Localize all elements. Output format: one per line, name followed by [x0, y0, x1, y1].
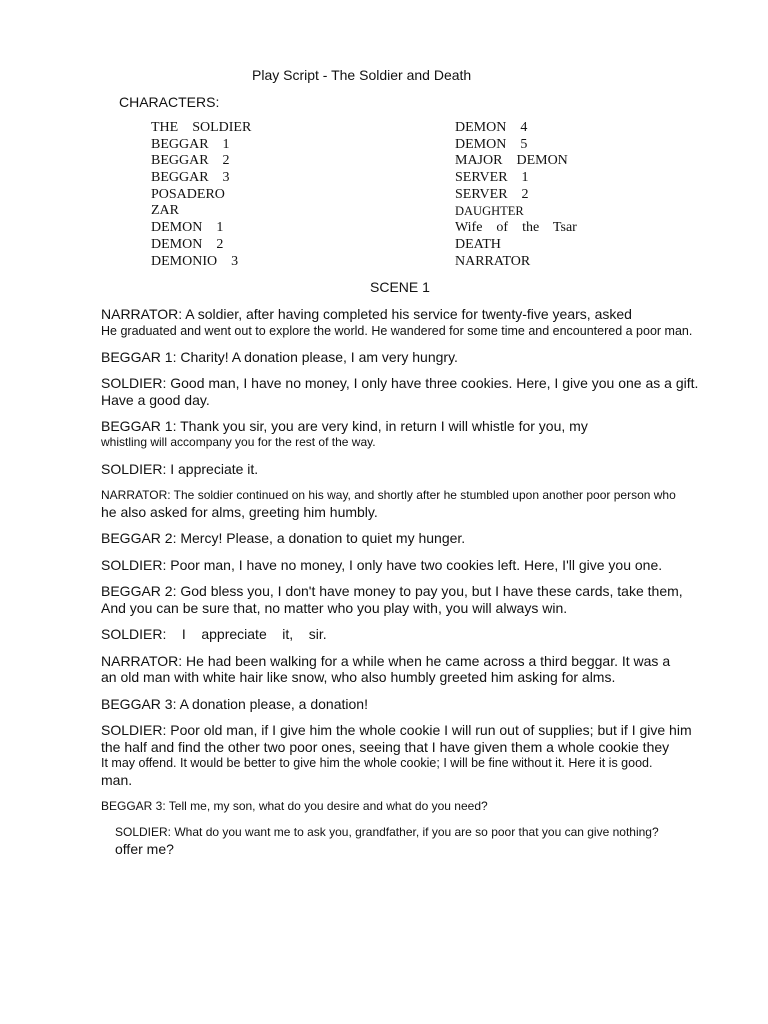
cast-item: POSADERO: [151, 186, 225, 202]
script-line: an old man with white hair like snow, who also humbly greeted him asking for alms.: [101, 669, 616, 685]
cast-list-left: [151, 120, 251, 270]
scene-heading: SCENE 1: [370, 279, 430, 295]
script-line: BEGGAR 1: Charity! A donation please, I am very hungry.: [101, 349, 458, 365]
script-line: whistling will accompany you for the rest of the way.: [101, 435, 376, 449]
script-line: BEGGAR 1: Thank you sir, you are very kind, in return I will whistle for you, my: [101, 418, 588, 434]
cast-item: BEGGAR 1: [151, 136, 230, 152]
cast-item: ZAR: [151, 203, 179, 219]
script-line: SOLDIER: I appreciate it.: [101, 461, 259, 477]
script-line: BEGGAR 3: A donation please, a donation!: [101, 696, 368, 712]
script-line: SOLDIER: Poor old man, if I give him the whole cookie I will run out of supplies; but if I give him: [101, 722, 692, 738]
script-line: BEGGAR 3: Tell me, my son, what do you desire and what do you need?: [101, 799, 488, 813]
page-title: Play Script - The Soldier and Death: [252, 67, 472, 83]
cast-item: BEGGAR 3: [151, 170, 230, 186]
script-line: SOLDIER: Poor man, I have no money, I only have two cookies left. Here, I'll give you one.: [101, 557, 663, 573]
script-line: man.: [101, 772, 133, 788]
cast-item: DEMONIO 3: [151, 253, 239, 269]
cast-item: DEMON 5: [455, 136, 528, 152]
script-line: the half and find the other two poor ones, seeing that I have given them a whole cookie they: [101, 739, 670, 755]
script-line: Have a good day.: [101, 392, 210, 408]
cast-item: Wife of the Tsar: [455, 220, 577, 236]
characters-heading: CHARACTERS:: [119, 94, 220, 110]
script-line: And you can be sure that, no matter who you play with, you will always win.: [101, 600, 568, 616]
cast-item: BEGGAR 2: [151, 153, 230, 169]
script-line: SOLDIER: Good man, I have no money, I only have three cookies. Here, I give you one as a gift.: [101, 375, 699, 391]
script-line: SOLDIER: What do you want me to ask you, grandfather, if you are so poor that you can give nothing?: [115, 825, 659, 839]
cast-item: DEATH: [455, 236, 501, 252]
cast-item: SERVER 2: [455, 186, 529, 202]
cast-item: MAJOR DEMON: [455, 153, 568, 169]
script-line: It may offend. It would be better to give him the whole cookie; I will be fine without it. Here it is good.: [101, 756, 653, 770]
script-line: NARRATOR: He had been walking for a while when he came across a third beggar. It was a: [101, 653, 671, 669]
cast-item: THE SOLDIER: [151, 120, 252, 135]
script-line: NARRATOR: The soldier continued on his way, and shortly after he stumbled upon another poor person who: [101, 488, 676, 502]
cast-list-right: [455, 120, 577, 270]
cast-item: DEMON 2: [151, 236, 224, 252]
script-line: SOLDIER: I appreciate it, sir.: [101, 626, 327, 642]
script-line: he also asked for alms, greeting him humbly.: [101, 504, 378, 520]
script-line: BEGGAR 2: Mercy! Please, a donation to quiet my hunger.: [101, 530, 466, 546]
script-line: He graduated and went out to explore the world. He wandered for some time and encountered a poor man.: [101, 324, 693, 338]
cast-item: DEMON 4: [455, 120, 528, 135]
script-line: NARRATOR: A soldier, after having completed his service for twenty-five years, asked: [101, 306, 632, 322]
cast-item: NARRATOR: [455, 253, 531, 269]
cast-item: DEMON 1: [151, 220, 224, 236]
script-line: offer me?: [115, 841, 174, 857]
script-line: BEGGAR 2: God bless you, I don't have money to pay you, but I have these cards, take them,: [101, 583, 683, 599]
cast-item: SERVER 1: [455, 170, 529, 186]
cast-item: DAUGHTER: [455, 204, 524, 219]
